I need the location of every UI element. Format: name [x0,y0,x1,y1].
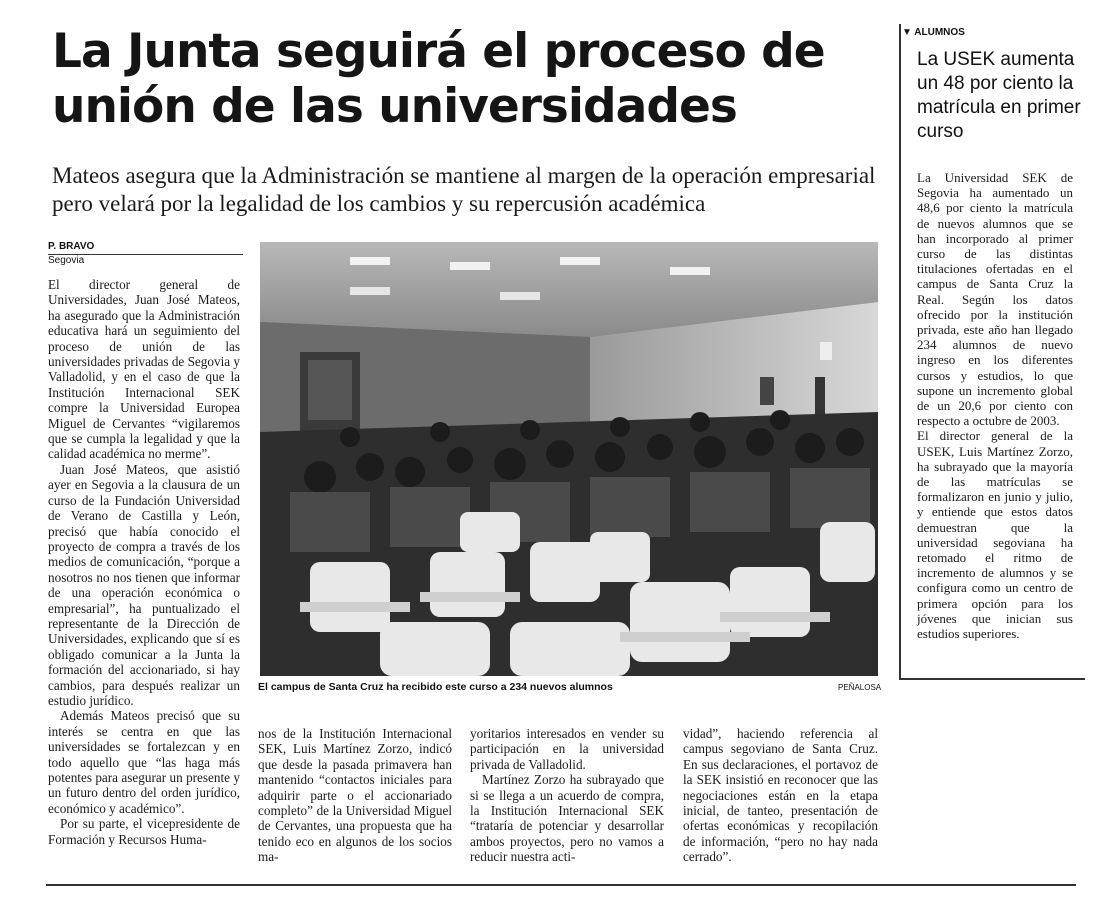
byline-location: Segovia [48,255,85,266]
paragraph: Martínez Zorzo ha subrayado que si se llega a un acuerdo de compra, la Institución Internacional SEK “trataría de potenciar y desarrollar ambos proyectos, pero no vamos a reducir nuestra acti- [470,772,664,865]
sidebar-text [917,170,1073,641]
paragraph: El director general de la USEK, Luis Martínez Zorzo, ha subrayado que la mayoría de las matrículas se formalizaron en junio y julio, y entiende que estos datos demuestran que la universidad segoviana ha retomado el ritmo de incremento de alumnos y se configura como un centro de primera opción para los jóvenes que inician sus estudios superiores. [917,428,1073,642]
headline: La Junta seguirá el proceso de unión de las universidades [52,24,825,134]
photo-caption: El campus de Santa Cruz ha recibido este curso a 234 nuevos alumnos [258,681,613,693]
paragraph: El director general de Universidades, Juan José Mateos, ha asegurado que la Administración educativa hará un seguimiento del proceso de unión de las universidades privadas de Segovia y Valladolid, y en el caso de que la Institución Internacional SEK compre la Universidad Europea Miguel de Cervantes “vigilaremos que se cumpla la legalidad y que la calidad académica no merme”. [48,277,240,462]
article-column-2 [258,726,452,865]
article-column-1 [48,277,240,847]
paragraph: vidad”, haciendo referencia al campus segoviano de Santa Cruz. En sus declaraciones, el portavoz de la SEK insistió en reconocer que las negociaciones están en la etapa inicial, de tanteo, presentación de ofertas económicas y recopilación de información, “pero no hay nada cerrado”. [683,726,878,865]
classroom-photo [260,242,878,676]
article-column-4 [683,726,878,865]
article-column-3 [470,726,664,865]
bottom-rule [46,884,1076,886]
photo-credit: PEÑALOSA [838,683,882,692]
paragraph: Además Mateos precisó que su interés se centra en que las universidades se fortalezcan y en todo aquello que “las haga más potentes para asegurar un presente y un futuro dentro del orden jurídico, económico y académico”. [48,708,240,816]
sidebar-category: ▼ ALUMNOS [902,27,965,38]
paragraph: Juan José Mateos, que asistió ayer en Segovia a la clausura de un curso de la Fundación Universidad de Verano de Castilla y León, precisó que había conocido el proyecto de compra a través de los medios de comunicación, “porque a nosotros no nos tienen que informar de una operación económica o empresarial”, ha puntualizado el representante de la Dirección de Universidades, explicando que sí es obligado comunicar a la Junta la formación del accionariado, si hay cambios, para después realizar un estudio jurídico. [48,461,240,708]
paragraph: La Universidad SEK de Segovia ha aumentado un 48,6 por ciento la matrícula de nuevos alumnos que se han incorporado al primer curso de las distintas titulaciones ofertadas en el campus de Santa Cruz la Real. Según los datos ofrecido por la institución privada, este año han llegado 234 alumnos de nuevo ingreso en los diferentes cursos y estudios, lo que supone un incremento global de un 20,6 por ciento con respecto a octubre de 2003. [917,170,1073,429]
paragraph: yoritarios interesados en vender su participación en la universidad privada de Valladolid. [470,726,664,772]
paragraph: Por su parte, el vicepresidente de Formación y Recursos Huma- [48,816,240,847]
paragraph: nos de la Institución Internacional SEK, Luis Martínez Zorzo, indicó que desde la pasada primavera han mantenido “contactos iniciales para adquirir parte o el accionariado completo” de la Universidad Miguel de Cervantes, una propuesta que ha tenido eco en algunos de los socios ma- [258,726,452,865]
sidebar-title: La USEK aumenta un 48 por ciento la matrícula en primer curso [917,49,1081,142]
subheadline: Mateos asegura que la Administración se mantiene al margen de la operación empresarial pero velará por la legalidad de los cambios y su repercusión académica [52,163,876,216]
byline-author: P. BRAVO [48,241,243,255]
byline [48,241,243,267]
